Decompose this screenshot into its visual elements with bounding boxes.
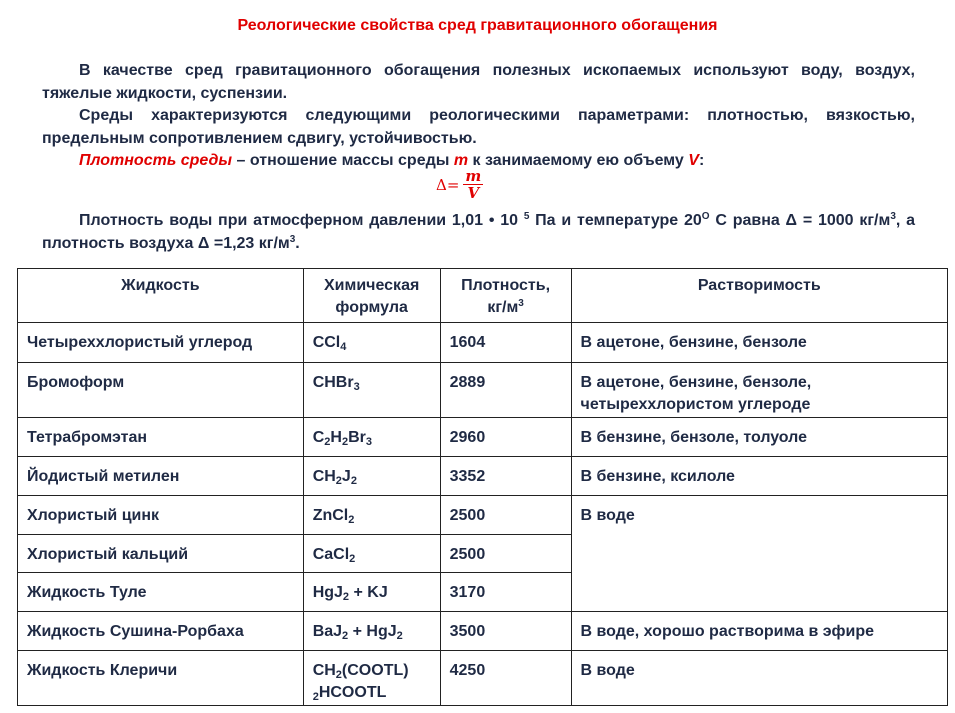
cell-formula: CHBr$_3$ (303, 363, 440, 418)
cell-formula: CaCl$_2$ (303, 535, 440, 573)
table-row (18, 418, 948, 457)
intro-paragraph (42, 60, 915, 173)
page-title: Реологические свойства сред гравитационного обогащения (237, 17, 718, 34)
table-row (18, 612, 948, 651)
cell-formula: $CH_2J_2$ (303, 457, 440, 496)
heavy-liquids-table (17, 268, 948, 706)
intro-line-media: В качестве сред гравитационного обогащения полезных ископаемых используют воду, воздух, тяжелые жидкости, суспензии. (42, 62, 915, 102)
formula-numerator: m (465, 167, 482, 185)
cell-solubility-merged: В воде (571, 496, 947, 612)
table-row (18, 651, 948, 706)
cell-solubility: В бензине, бензоле, толуоле (571, 418, 947, 457)
cell-liquid: Жидкость Клеричи (18, 651, 304, 706)
cell-formula: ZnCl$_2$ (303, 496, 440, 535)
cell-solubility: В ацетоне, бензине, бензоле (571, 323, 947, 363)
cell-solubility: В ацетоне, бензине, бензоле, четыреххлористом углероде (571, 363, 947, 418)
header-density: Плотность, $кг/м^3$ (440, 269, 571, 323)
cell-density: 2889 (440, 363, 571, 418)
cell-solubility: В воде, хорошо растворима в эфире (571, 612, 947, 651)
header-formula: Химическая формула (303, 269, 440, 323)
cell-liquid: Йодистый метилен (18, 457, 304, 496)
cell-density: 1604 (440, 323, 571, 363)
header-solubility: Растворимость (571, 269, 947, 323)
density-formula (436, 168, 483, 202)
intro-line-parameters: Среды характеризуются следующими реологическими параметрами: плотностью, вязкостью, предельным сопротивлением сдвигу, устойчивостью. (42, 107, 915, 147)
cell-solubility: В воде (571, 651, 947, 706)
cell-liquid: Тетрабромэтан (18, 418, 304, 457)
cell-density: 2500 (440, 535, 571, 573)
cell-density: 2960 (440, 418, 571, 457)
cell-formula: HgJ$_2$ + KJ (303, 573, 440, 612)
cell-density: 4250 (440, 651, 571, 706)
table-row (18, 496, 948, 535)
table-row (18, 363, 948, 418)
cell-liquid: Хлористый кальций (18, 535, 304, 573)
cell-liquid: Четыреххлористый углерод (18, 323, 304, 363)
cell-solubility: В бензине, ксилоле (571, 457, 947, 496)
formula-denominator: V (467, 184, 480, 202)
formula-fraction (463, 168, 483, 202)
cell-density: 3170 (440, 573, 571, 612)
cell-liquid: Жидкость Туле (18, 573, 304, 612)
formula-lhs: Δ= (436, 176, 460, 194)
header-liquid: Жидкость (18, 269, 304, 323)
cell-formula: BaJ$_2$ + HgJ$_2$ (303, 612, 440, 651)
cell-liquid: Жидкость Сушина-Рорбаха (18, 612, 304, 651)
cell-liquid: Бромоформ (18, 363, 304, 418)
cell-formula: $CH_2(COOTL)$ $_2$HCOOTL (303, 651, 440, 706)
density-term: Плотность среды (79, 152, 233, 169)
cell-density: 2500 (440, 496, 571, 535)
density-values-paragraph: Плотность воды при атмосферном давлении 1,01 • 10 $^5$ Па и температуре $20^O$ С равна Δ = 1000 $кг/м^3$, а плотность воздуха Δ =1,23 $кг/м^3$. (42, 211, 916, 252)
table-row (18, 457, 948, 496)
cell-density: 3500 (440, 612, 571, 651)
cell-formula: CCl$_4$ (303, 323, 440, 363)
cell-liquid: Хлористый цинк (18, 496, 304, 535)
table-header-row (18, 269, 948, 323)
cell-formula: $C_2H_2Br_3$ (303, 418, 440, 457)
cell-density: 3352 (440, 457, 571, 496)
table-row (18, 323, 948, 363)
density-definition: Плотность среды – отношение массы среды m к занимаемому ею объему V: (79, 152, 705, 169)
